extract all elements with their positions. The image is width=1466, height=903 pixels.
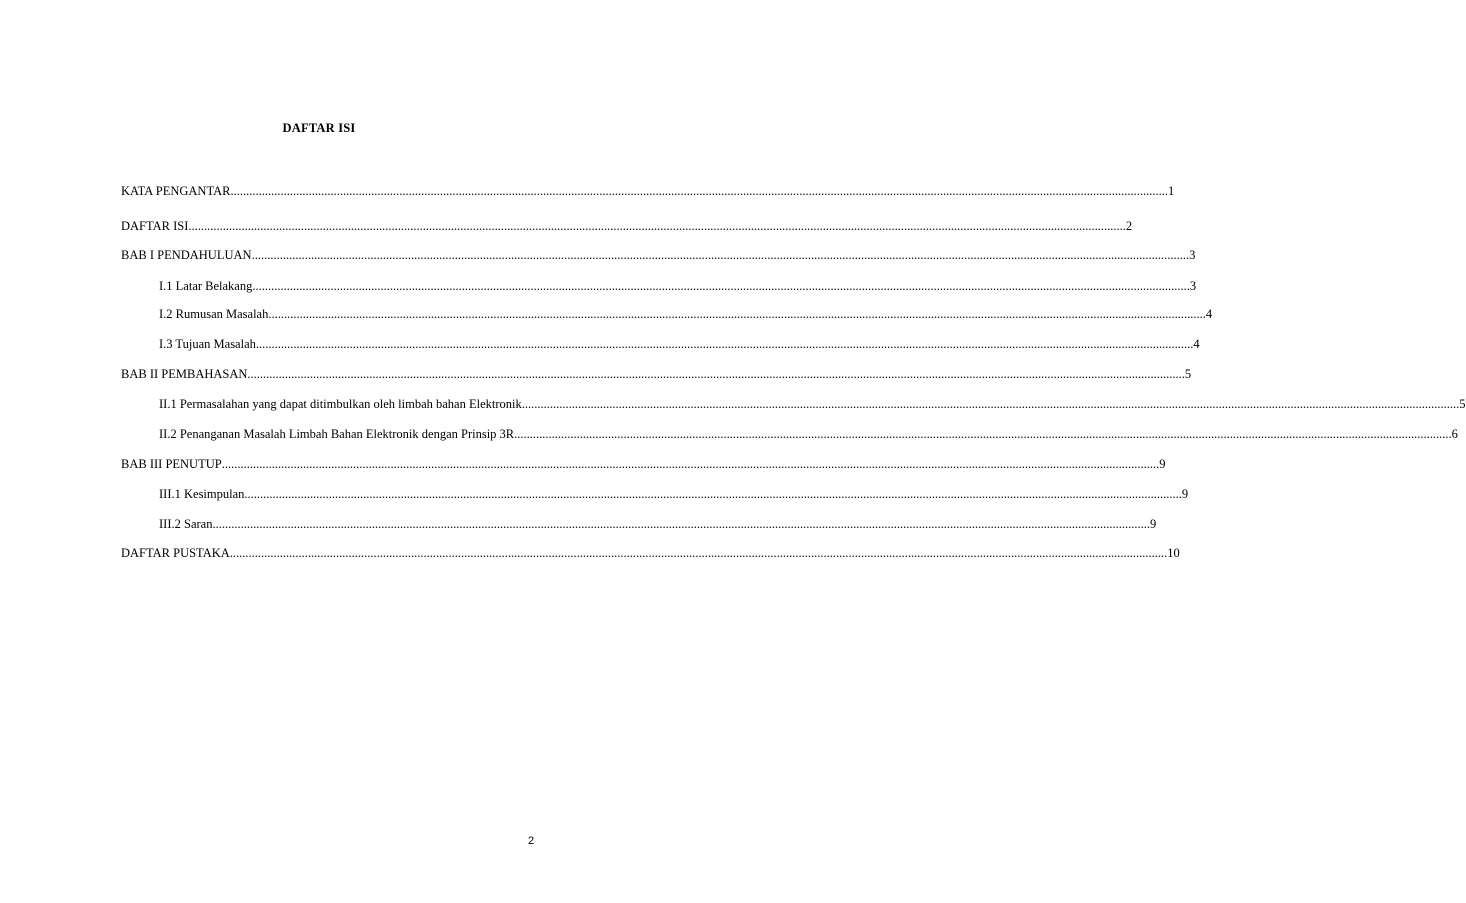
toc-leader-dots: ............................................................................................................................................................................................................................................................................................................ [514,427,1452,441]
toc-section-entry [159,279,1197,297]
page-title: DAFTAR ISI [282,121,356,135]
toc-leader-dots: ............................................................................................................................................................................................................................................................................................................ [229,546,1168,560]
toc-chapter-entry [121,184,1175,202]
toc-leader-dots: ............................................................................................................................................................................................................................................................................................................ [244,487,1182,501]
toc-chapter-entry [121,248,1196,266]
toc-entry-page: 10 [1167,546,1180,560]
toc-chapter-entry [121,367,1192,385]
toc-entry-page: 5 [1184,367,1192,381]
toc-chapter-entry [121,457,1166,475]
toc-section-entry [159,307,1213,325]
toc-entry-page: 4 [1193,337,1200,351]
toc-entry-label: III.1 Kesimpulan [159,487,245,501]
toc-leader-dots: ............................................................................................................................................................................................................................................................................................................ [188,219,1126,233]
toc-entry-label: I.3 Tujuan Masalah [159,337,256,351]
toc-entry-label: DAFTAR PUSTAKA [121,546,230,560]
toc-entry-page: 3 [1189,248,1196,262]
toc-entry-page: 5 [1459,397,1466,411]
toc-section-entry [159,397,1466,415]
toc-leader-dots: ............................................................................................................................................................................................................................................................................................................ [251,248,1190,262]
toc-section-entry [159,487,1189,505]
toc-entry-label: I.2 Rumusan Masalah [159,307,269,321]
toc-entry-label: BAB I PENDAHULUAN [121,248,252,262]
toc-entry-label: II.1 Permasalahan yang dapat ditimbulkan oleh limbah bahan Elektronik [159,397,522,411]
toc-leader-dots: ............................................................................................................................................................................................................................................................................................................ [247,367,1185,381]
toc-entry-page: 3 [1189,279,1197,293]
toc-entry-label: BAB II PEMBAHASAN [121,367,248,381]
toc-entry-label: KATA PENGANTAR [121,184,231,198]
toc-entry-page: 9 [1149,517,1157,531]
toc-leader-dots: ............................................................................................................................................................................................................................................................................................................ [230,184,1168,198]
toc-section-entry [159,337,1200,355]
toc-entry-page: 6 [1451,427,1458,441]
toc-section-entry [159,427,1458,445]
toc-chapter-entry [121,546,1180,564]
toc-entry-page: 4 [1205,307,1213,321]
page-number: 2 [528,835,535,847]
toc-leader-dots: ............................................................................................................................................................................................................................................................................................................ [212,517,1150,531]
toc-leader-dots: ............................................................................................................................................................................................................................................................................................................ [255,337,1194,351]
toc-entry-page: 9 [1181,487,1189,501]
toc-chapter-entry [121,219,1133,237]
toc-entry-label: DAFTAR ISI [121,219,189,233]
toc-leader-dots: ............................................................................................................................................................................................................................................................................................................ [521,397,1460,411]
toc-entry-label: III.2 Saran [159,517,213,531]
toc-entry-page: 9 [1159,457,1166,471]
toc-entry-label: BAB III PENUTUP [121,457,222,471]
toc-entry-label: II.2 Penanganan Masalah Limbah Bahan Elektronik dengan Prinsip 3R [159,427,515,441]
toc-entry-label: I.1 Latar Belakang [159,279,253,293]
toc-leader-dots: ............................................................................................................................................................................................................................................................................................................ [252,279,1190,293]
toc-entry-page: 2 [1125,219,1133,233]
toc-leader-dots: ............................................................................................................................................................................................................................................................................................................ [268,307,1206,321]
toc-entry-page: 1 [1167,184,1175,198]
toc-leader-dots: ............................................................................................................................................................................................................................................................................................................ [221,457,1160,471]
toc-section-entry [159,517,1157,535]
